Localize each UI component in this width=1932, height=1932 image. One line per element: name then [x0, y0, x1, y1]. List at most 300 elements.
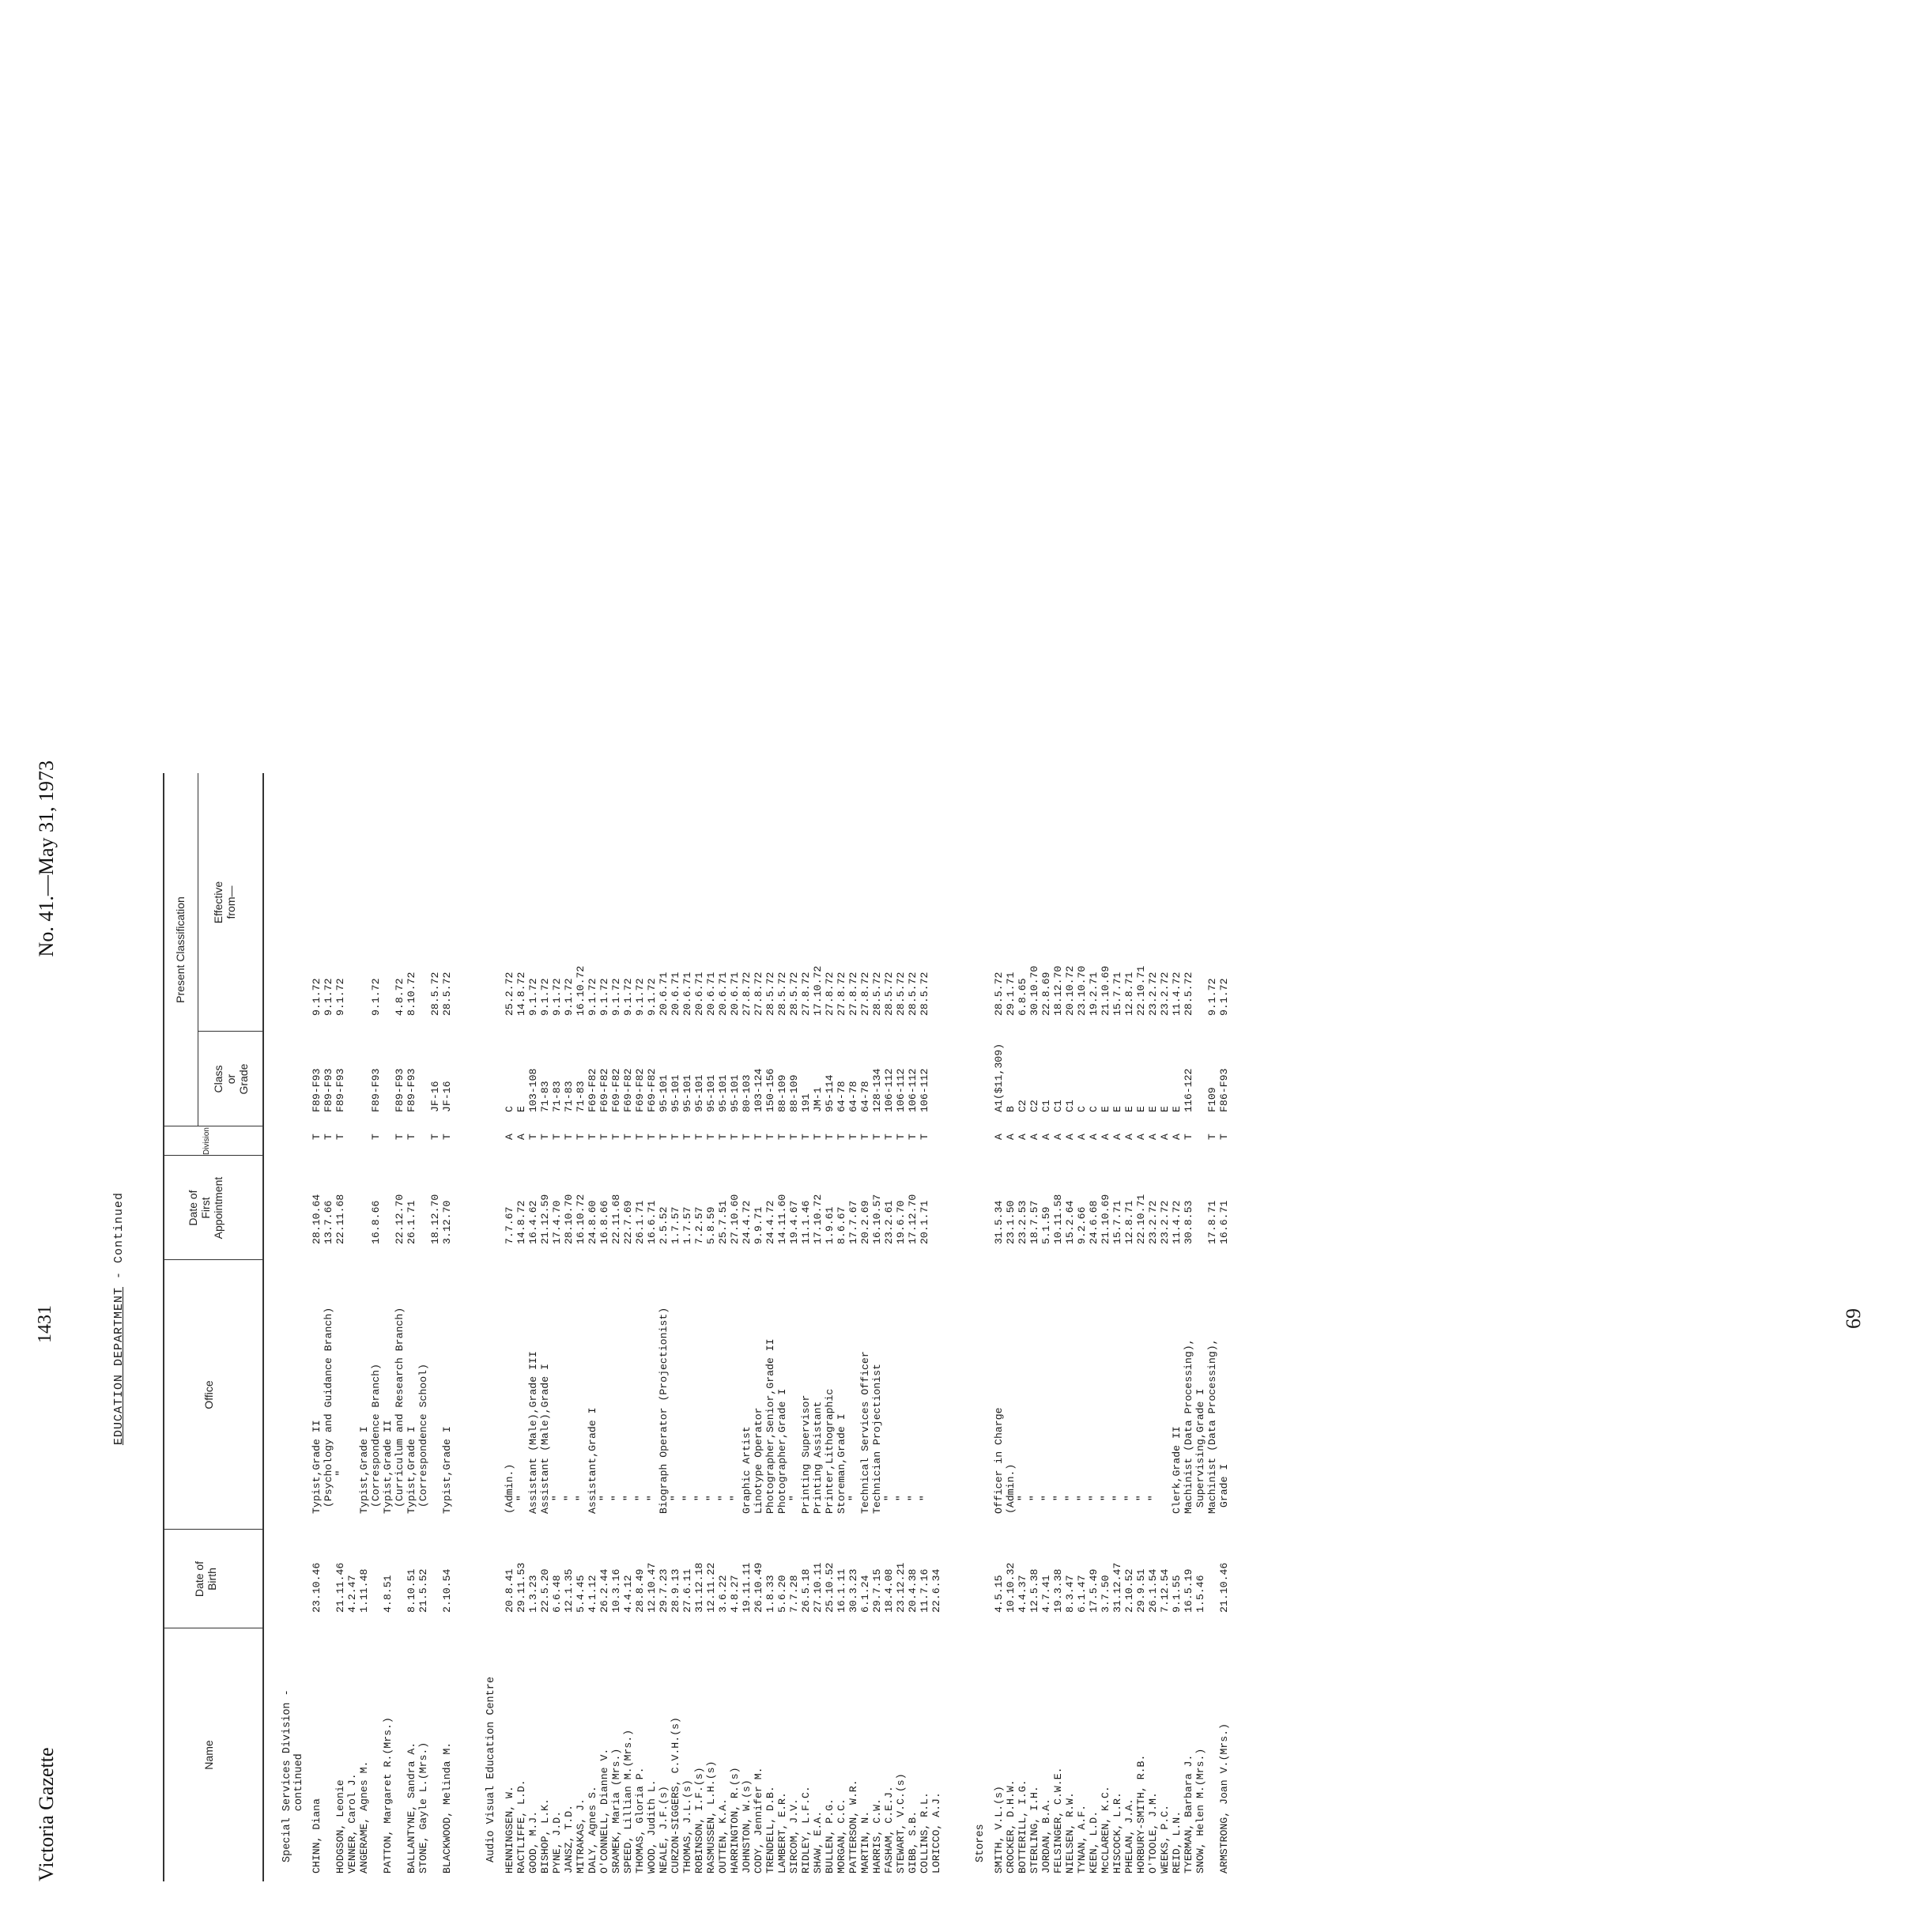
cell-cls: 88-109 [788, 1074, 800, 1112]
cell-name: NIELSEN, R.W. [1064, 1792, 1076, 1874]
cell-div: T [907, 1134, 919, 1140]
cell-doa: 22.11.68 [610, 1194, 622, 1244]
cell-dob: 1.3.23 [527, 1575, 539, 1613]
cell-office: " [1111, 1495, 1123, 1514]
cell-div: T [859, 1134, 871, 1140]
cell-div: T [394, 1134, 406, 1140]
cell-div: T [895, 1134, 907, 1140]
cell-cls: E [1159, 1106, 1171, 1112]
cell-dob: 28.8.49 [634, 1568, 646, 1613]
cell-office: Typist,Grade II [311, 1420, 323, 1514]
cell-office: " [1028, 1495, 1040, 1514]
cell-eff: 27.8.72 [800, 972, 812, 1016]
cell-doa: 22.10.71 [1135, 1194, 1147, 1244]
continued-label: - Continued [112, 1191, 126, 1287]
cell-dob: 12.1.35 [563, 1568, 575, 1613]
cell-cls: F69-F82 [598, 1068, 610, 1112]
cell-eff: 14.8.72 [515, 972, 527, 1016]
cell-name: TYERMAN, Barbara J. [1183, 1754, 1194, 1874]
cell-doa: 17.12.70 [907, 1194, 919, 1244]
cell-office: " [670, 1495, 681, 1514]
cell-cls: E [515, 1106, 527, 1112]
cell-cls: 95-101 [658, 1074, 670, 1112]
cell-cls: F86-F93 [1218, 1068, 1230, 1112]
cell-dob: 16.1.11 [836, 1568, 847, 1613]
cell-doa: 23.2.72 [1159, 1200, 1171, 1244]
cell-eff: 28.5.72 [895, 972, 907, 1016]
cell-eff: 20.6.71 [717, 972, 729, 1016]
cell-div: T [883, 1134, 895, 1140]
table-top-rule [163, 773, 164, 1881]
cell-dob: 2.10.54 [441, 1568, 453, 1613]
cell-doa: 12.8.71 [1123, 1200, 1135, 1244]
cell-div: A [1171, 1134, 1183, 1140]
cell-eff: 17.10.72 [812, 965, 824, 1016]
cell-eff: 11.4.72 [1171, 972, 1183, 1016]
cell-doa: 15.2.64 [1064, 1200, 1076, 1244]
cell-eff: 12.8.71 [1123, 972, 1135, 1016]
cell-doa: 22.7.69 [622, 1200, 634, 1244]
cell-cls: JM-1 [812, 1087, 824, 1112]
cell-eff: 20.10.72 [1064, 965, 1076, 1016]
cell-office: " [1088, 1495, 1100, 1514]
cell-dob: 6.1.24 [859, 1575, 871, 1613]
cell-office: " [907, 1495, 919, 1514]
cell-name: RASMUSSEN, L.H.(s) [705, 1760, 717, 1874]
cell-cls: 106-112 [919, 1068, 930, 1112]
col-division: Division [202, 1127, 211, 1156]
cell-cls: E [1171, 1106, 1183, 1112]
col-class-grade: Class or Grade [212, 1063, 250, 1095]
cell-name: THOMAS, J.L.(s) [681, 1779, 693, 1874]
cell-office: Assistant (Male),Grade III [527, 1351, 539, 1514]
cell-name: McCLAREN, K.C. [1100, 1786, 1111, 1874]
cell-office: " [598, 1495, 610, 1514]
cell-office: Linotype Operator [753, 1407, 764, 1514]
cell-dob: 28.9.13 [670, 1568, 681, 1613]
cell-eff: 9.1.72 [622, 978, 634, 1016]
cell-div: T [681, 1134, 693, 1140]
cell-dob: 4.7.41 [1040, 1575, 1052, 1613]
cell-doa: 22.12.70 [394, 1194, 406, 1244]
cell-dob: 4.8.51 [382, 1575, 394, 1613]
cell-name: MORGAN, C.C. [836, 1798, 847, 1874]
cell-name: JORDAN, B.A. [1040, 1798, 1052, 1874]
cell-div: T [871, 1134, 883, 1140]
cell-dob: 4.8.27 [729, 1575, 741, 1613]
col-dob: Date of Birth [193, 1560, 218, 1598]
cell-cls: C1 [1064, 1100, 1076, 1112]
cell-cls: 106-112 [907, 1068, 919, 1112]
cell-office: Technical Services Officer [859, 1351, 871, 1514]
cell-dob: 27.10.11 [812, 1562, 824, 1613]
cell-office: " [883, 1495, 895, 1514]
cell-dob: 26.1.54 [1147, 1568, 1159, 1613]
cell-office: Assistant,Grade I [587, 1407, 598, 1514]
cell-div: T [622, 1134, 634, 1140]
cell-dob: 1.5.46 [1194, 1575, 1206, 1613]
cell-office: " [1040, 1495, 1052, 1514]
cell-eff: 9.1.72 [1218, 978, 1230, 1016]
cell-name: JANSZ, T.D. [563, 1804, 575, 1874]
cell-cls: JF-16 [441, 1081, 453, 1112]
cell-office: " [515, 1495, 527, 1514]
cell-dob: 4.4.12 [622, 1575, 634, 1613]
cell-office: (Correspondence Branch) [370, 1364, 382, 1514]
cell-cls: 95-101 [693, 1074, 705, 1112]
cell-div: A [1123, 1134, 1135, 1140]
staff-table [163, 773, 1839, 1881]
cell-doa: 10.11.58 [1052, 1194, 1064, 1244]
cell-dob: 20.8.41 [504, 1568, 515, 1613]
cell-eff: 9.1.72 [598, 978, 610, 1016]
cell-name: STERLING, I.H. [1028, 1786, 1040, 1874]
cell-office: Technician Projectionist [871, 1364, 883, 1514]
cell-office: " [1076, 1495, 1088, 1514]
cell-div: T [429, 1134, 441, 1140]
cell-dob: 12.5.38 [1028, 1568, 1040, 1613]
cell-doa: 30.8.53 [1183, 1200, 1194, 1244]
cell-office: (Correspondence School) [417, 1364, 429, 1514]
cell-eff: 9.1.72 [1206, 978, 1218, 1016]
cell-doa: 11.4.72 [1171, 1200, 1183, 1244]
cell-eff: 25.2.72 [504, 972, 515, 1016]
cell-cls: F89-F93 [370, 1068, 382, 1112]
cell-doa: 16.6.71 [646, 1200, 658, 1244]
cell-dob: 20.4.38 [907, 1568, 919, 1613]
cell-doa: 19.6.70 [895, 1200, 907, 1244]
cell-office: (Admin.) [504, 1463, 515, 1514]
cell-eff: 16.10.72 [575, 965, 587, 1016]
cell-dob: 21.10.46 [1218, 1562, 1230, 1613]
page-number: 1431 [35, 1305, 55, 1343]
cell-cls: A1($11,309) [993, 1043, 1005, 1112]
department-heading [112, 705, 126, 1932]
cell-doa: 24.4.72 [764, 1200, 776, 1244]
folio-number: 69 [1842, 1308, 1865, 1329]
cell-name: COLLINS, R.L. [919, 1792, 930, 1874]
cell-name: BLACKWOOD, Melinda M. [441, 1741, 453, 1874]
cell-dob: 26.10.49 [753, 1562, 764, 1613]
cell-office: " [788, 1495, 800, 1514]
cell-div: T [646, 1134, 658, 1140]
cell-doa: 22.11.68 [334, 1194, 346, 1244]
cell-name: LAMBERT, E.R. [776, 1792, 788, 1874]
cell-office: Officer in Charge [993, 1407, 1005, 1514]
cell-name: HORBURY-SMITH, R.B. [1135, 1754, 1147, 1874]
cell-office: " [1123, 1495, 1135, 1514]
cell-office: Typist,Grade I [441, 1426, 453, 1514]
cell-name: PATTON, Margaret R.(Mrs.) [382, 1717, 394, 1874]
cell-doa: 20.1.71 [919, 1200, 930, 1244]
cell-doa: 14.8.72 [515, 1200, 527, 1244]
col-name: Name [202, 1740, 215, 1770]
cell-cls: 71-83 [563, 1081, 575, 1112]
cell-div: A [1028, 1134, 1040, 1140]
cell-div: T [788, 1134, 800, 1140]
cell-eff: 22.8.69 [1040, 972, 1052, 1016]
cell-office: " [681, 1495, 693, 1514]
cell-office: " [1100, 1495, 1111, 1514]
cell-dob: 21.5.52 [417, 1568, 429, 1613]
cell-eff: 9.1.72 [334, 978, 346, 1016]
cell-dob: 26.5.18 [800, 1568, 812, 1613]
cell-eff: 27.8.72 [753, 972, 764, 1016]
cell-eff: 9.1.72 [610, 978, 622, 1016]
cell-name: SRAMEK, Maria (Mrs.) [610, 1748, 622, 1874]
cell-cls: 64-78 [859, 1081, 871, 1112]
cell-dob: 22.6.34 [930, 1568, 942, 1613]
cell-office: " [895, 1495, 907, 1514]
cell-office: " [634, 1495, 646, 1514]
cell-office: " [919, 1495, 930, 1514]
cell-dob: 3.7.50 [1100, 1575, 1111, 1613]
cell-eff: 4.8.72 [394, 978, 406, 1016]
cell-dob: 4.4.37 [1017, 1575, 1028, 1613]
cell-div: T [334, 1134, 346, 1140]
cell-name: CURZON-SIGGERS, C.V.H.(s) [670, 1717, 681, 1874]
cell-doa: 16.4.62 [527, 1200, 539, 1244]
cell-doa: 17.7.67 [847, 1200, 859, 1244]
cell-name: RIDLEY, L.F.C. [800, 1786, 812, 1874]
cell-cls: F69-F82 [587, 1068, 598, 1112]
cell-doa: 5.8.59 [705, 1206, 717, 1244]
cell-name: ARMSTRONG, Joan V.(Mrs.) [1218, 1723, 1230, 1874]
cell-office: Machinist (Data Processing), [1206, 1338, 1218, 1514]
cell-div: A [1005, 1134, 1017, 1140]
col-effective-from: Effective from— [212, 881, 237, 924]
cell-div: T [1183, 1134, 1194, 1140]
col-office: Office [202, 1380, 215, 1409]
cell-office: (Admin.) [1005, 1463, 1017, 1514]
department-name: EDUCATION DEPARTMENT [112, 1287, 126, 1446]
cell-name: BALLANTYNE, Sandra A. [406, 1741, 417, 1874]
cell-div: T [717, 1134, 729, 1140]
cell-office: Photographer,Senior,Grade II [764, 1338, 776, 1514]
cell-cls: F89-F93 [311, 1068, 323, 1112]
cell-eff: 15.7.71 [1111, 972, 1123, 1016]
cell-eff: 28.5.72 [871, 972, 883, 1016]
cell-doa: 16.10.72 [575, 1194, 587, 1244]
cell-office: " [1064, 1495, 1076, 1514]
cell-name: HARRIS, C.W. [871, 1798, 883, 1874]
cell-eff: 9.1.72 [311, 978, 323, 1016]
cell-name: OUTTEN, K.A. [717, 1798, 729, 1874]
cell-div: A [1088, 1134, 1100, 1140]
cell-dob: 26.2.44 [598, 1568, 610, 1613]
cell-office: Printing Supervisor [800, 1394, 812, 1514]
cell-doa: 24.4.72 [741, 1200, 753, 1244]
cell-dob: 4.2.47 [346, 1575, 358, 1613]
cell-dob: 2.10.52 [1123, 1568, 1135, 1613]
cell-div: T [658, 1134, 670, 1140]
cell-doa: 14.11.60 [776, 1194, 788, 1244]
cell-dob: 8.10.51 [406, 1568, 417, 1613]
cell-eff: 27.8.72 [836, 972, 847, 1016]
cell-doa: 24.6.68 [1088, 1200, 1100, 1244]
cell-doa: 21.10.69 [1100, 1194, 1111, 1244]
cell-name: FASHAM, C.E.J. [883, 1786, 895, 1874]
cell-div: A [1100, 1134, 1111, 1140]
cell-eff: 9.1.72 [634, 978, 646, 1016]
table-header-rule [262, 773, 264, 1881]
cell-dob: 4.1.12 [587, 1575, 598, 1613]
cell-dob: 27.6.11 [681, 1568, 693, 1613]
cell-eff: 28.5.72 [907, 972, 919, 1016]
cell-div: A [1052, 1134, 1064, 1140]
cell-office: " [622, 1495, 634, 1514]
cell-doa: 20.2.69 [859, 1200, 871, 1244]
cell-eff: 28.5.72 [441, 972, 453, 1016]
cell-name: PYNE, J.D. [551, 1810, 563, 1874]
cell-div: T [370, 1134, 382, 1140]
cell-div: A [1135, 1134, 1147, 1140]
cell-office: Machinist (Data Processing), [1183, 1338, 1194, 1514]
cell-dob: 10.3.16 [610, 1568, 622, 1613]
cell-name: HARRINGTON, R.(s) [729, 1767, 741, 1874]
cell-name: SNOW, Helen M.(Mrs.) [1194, 1748, 1206, 1874]
cell-eff: 19.2.71 [1088, 972, 1100, 1016]
cell-cls: 95-101 [670, 1074, 681, 1112]
cell-dob: 29.7.15 [871, 1568, 883, 1613]
cell-doa: 19.4.67 [788, 1200, 800, 1244]
cell-div: T [441, 1134, 453, 1140]
cell-cls: E [1100, 1106, 1111, 1112]
cell-dob: 7.7.28 [788, 1575, 800, 1613]
cell-office: Storeman,Grade I [836, 1413, 847, 1514]
cell-doa: 1.9.61 [824, 1206, 836, 1244]
cell-name: PHELAN, J.A. [1123, 1798, 1135, 1874]
cell-doa: 23.1.50 [1005, 1200, 1017, 1244]
cell-div: T [551, 1134, 563, 1140]
cell-div: T [563, 1134, 575, 1140]
cell-doa: 1.7.57 [670, 1206, 681, 1244]
cell-cls: 95-101 [681, 1074, 693, 1112]
cell-dob: 23.10.46 [311, 1562, 323, 1613]
cell-office: Typist,Grade II [382, 1420, 394, 1514]
cell-div: T [311, 1134, 323, 1140]
cell-name: GOOD, M.J. [527, 1810, 539, 1874]
cell-cls: E [1123, 1106, 1135, 1112]
cell-doa: 28.10.64 [311, 1194, 323, 1244]
cell-cls: C [1088, 1106, 1100, 1112]
cell-doa: 2.5.52 [658, 1206, 670, 1244]
cell-div: T [598, 1134, 610, 1140]
cell-eff: 9.1.72 [587, 978, 598, 1016]
cell-div: A [504, 1134, 515, 1140]
cell-dob: 5.4.45 [575, 1575, 587, 1613]
cell-eff: 28.5.72 [776, 972, 788, 1016]
cell-cls: 150-156 [764, 1068, 776, 1112]
cell-div: T [587, 1134, 598, 1140]
cell-name: KEEN, L.D. [1088, 1810, 1100, 1874]
cell-name: WEEKS, P.C. [1159, 1804, 1171, 1874]
section-title: Audio Visual Education Centre [485, 1677, 497, 1862]
cell-div: A [515, 1134, 527, 1140]
cell-name: PATTERSON, W.R. [847, 1779, 859, 1874]
cell-cls: F69-F82 [610, 1068, 622, 1112]
cell-doa: 26.1.71 [634, 1200, 646, 1244]
cell-eff: 20.6.71 [658, 972, 670, 1016]
cell-dob: 29.7.23 [658, 1568, 670, 1613]
cell-eff: 9.1.72 [563, 978, 575, 1016]
cell-cls: F69-F82 [634, 1068, 646, 1112]
cell-name: CROCKER, D.H.W. [1005, 1779, 1017, 1874]
cell-doa: 16.8.66 [598, 1200, 610, 1244]
cell-doa: 16.10.57 [871, 1194, 883, 1244]
cell-office: " [563, 1495, 575, 1514]
cell-eff: 6.8.65 [1017, 978, 1028, 1016]
cell-eff: 20.6.71 [693, 972, 705, 1016]
cell-div: A [1159, 1134, 1171, 1140]
cell-cls: 116-122 [1183, 1068, 1194, 1112]
cell-office: Clerk,Grade II [1171, 1426, 1183, 1514]
cell-cls: 95-101 [729, 1074, 741, 1112]
cell-doa: 16.6.71 [1218, 1200, 1230, 1244]
cell-name: CODY, Jennifer M. [753, 1767, 764, 1874]
cell-doa: 13.7.66 [323, 1200, 334, 1244]
cell-div: T [670, 1134, 681, 1140]
cell-doa: 1.7.57 [681, 1206, 693, 1244]
cell-eff: 9.1.72 [370, 978, 382, 1016]
cell-cls: JF-16 [429, 1081, 441, 1112]
cell-doa: 23.2.61 [883, 1200, 895, 1244]
cell-name: TYNAN, A.F. [1076, 1804, 1088, 1874]
cell-office: " [729, 1495, 741, 1514]
cell-office: " [575, 1495, 587, 1514]
cell-div: T [610, 1134, 622, 1140]
cell-dob: 21.11.46 [334, 1562, 346, 1613]
cell-office: Grade I [1218, 1463, 1230, 1514]
cell-cls: E [1135, 1106, 1147, 1112]
gazette-title: Victoria Gazette [35, 1747, 58, 1881]
cell-doa: 26.1.71 [406, 1200, 417, 1244]
section-title: Special Services Division - continued [281, 1689, 305, 1862]
cell-name: O'CONNELL, Dianne V. [598, 1748, 610, 1874]
cell-cls: C1 [1040, 1100, 1052, 1112]
cell-office: Graphic Artist [741, 1426, 753, 1514]
cell-office: (Curriculum and Research Branch) [394, 1307, 406, 1514]
cell-cls: C [1076, 1106, 1088, 1112]
cell-dob: 1.11.48 [358, 1568, 370, 1613]
cell-cls: 106-112 [895, 1068, 907, 1112]
cell-cls: C2 [1017, 1100, 1028, 1112]
cell-name: STONE, Gayle L.(Mrs.) [417, 1741, 429, 1874]
cell-doa: 9.2.66 [1076, 1206, 1088, 1244]
cell-doa: 15.7.71 [1111, 1200, 1123, 1244]
cell-office: " [847, 1495, 859, 1514]
cell-dob: 3.6.22 [717, 1575, 729, 1613]
cell-dob: 22.5.20 [539, 1568, 551, 1613]
cell-eff: 28.5.72 [919, 972, 930, 1016]
cell-name: CHINN, Diana [311, 1798, 323, 1874]
cell-div: T [847, 1134, 859, 1140]
cell-name: FELSINGER, C.W.E. [1052, 1767, 1064, 1874]
cell-div: T [741, 1134, 753, 1140]
cell-name: THOMAS, Gloria P. [634, 1767, 646, 1874]
cell-eff: 23.10.70 [1076, 965, 1088, 1016]
cell-cls: 71-83 [575, 1081, 587, 1112]
cell-eff: 9.1.72 [551, 978, 563, 1016]
cell-name: HISCOCK, L.R. [1111, 1792, 1123, 1874]
cell-div: T [634, 1134, 646, 1140]
cell-name: ANGERAME, Agnes M. [358, 1760, 370, 1874]
cell-div: T [1218, 1134, 1230, 1140]
cell-div: T [406, 1134, 417, 1140]
cell-office: " [551, 1495, 563, 1514]
cell-dob: 25.10.52 [824, 1562, 836, 1613]
cell-cls: F69-F82 [622, 1068, 634, 1112]
